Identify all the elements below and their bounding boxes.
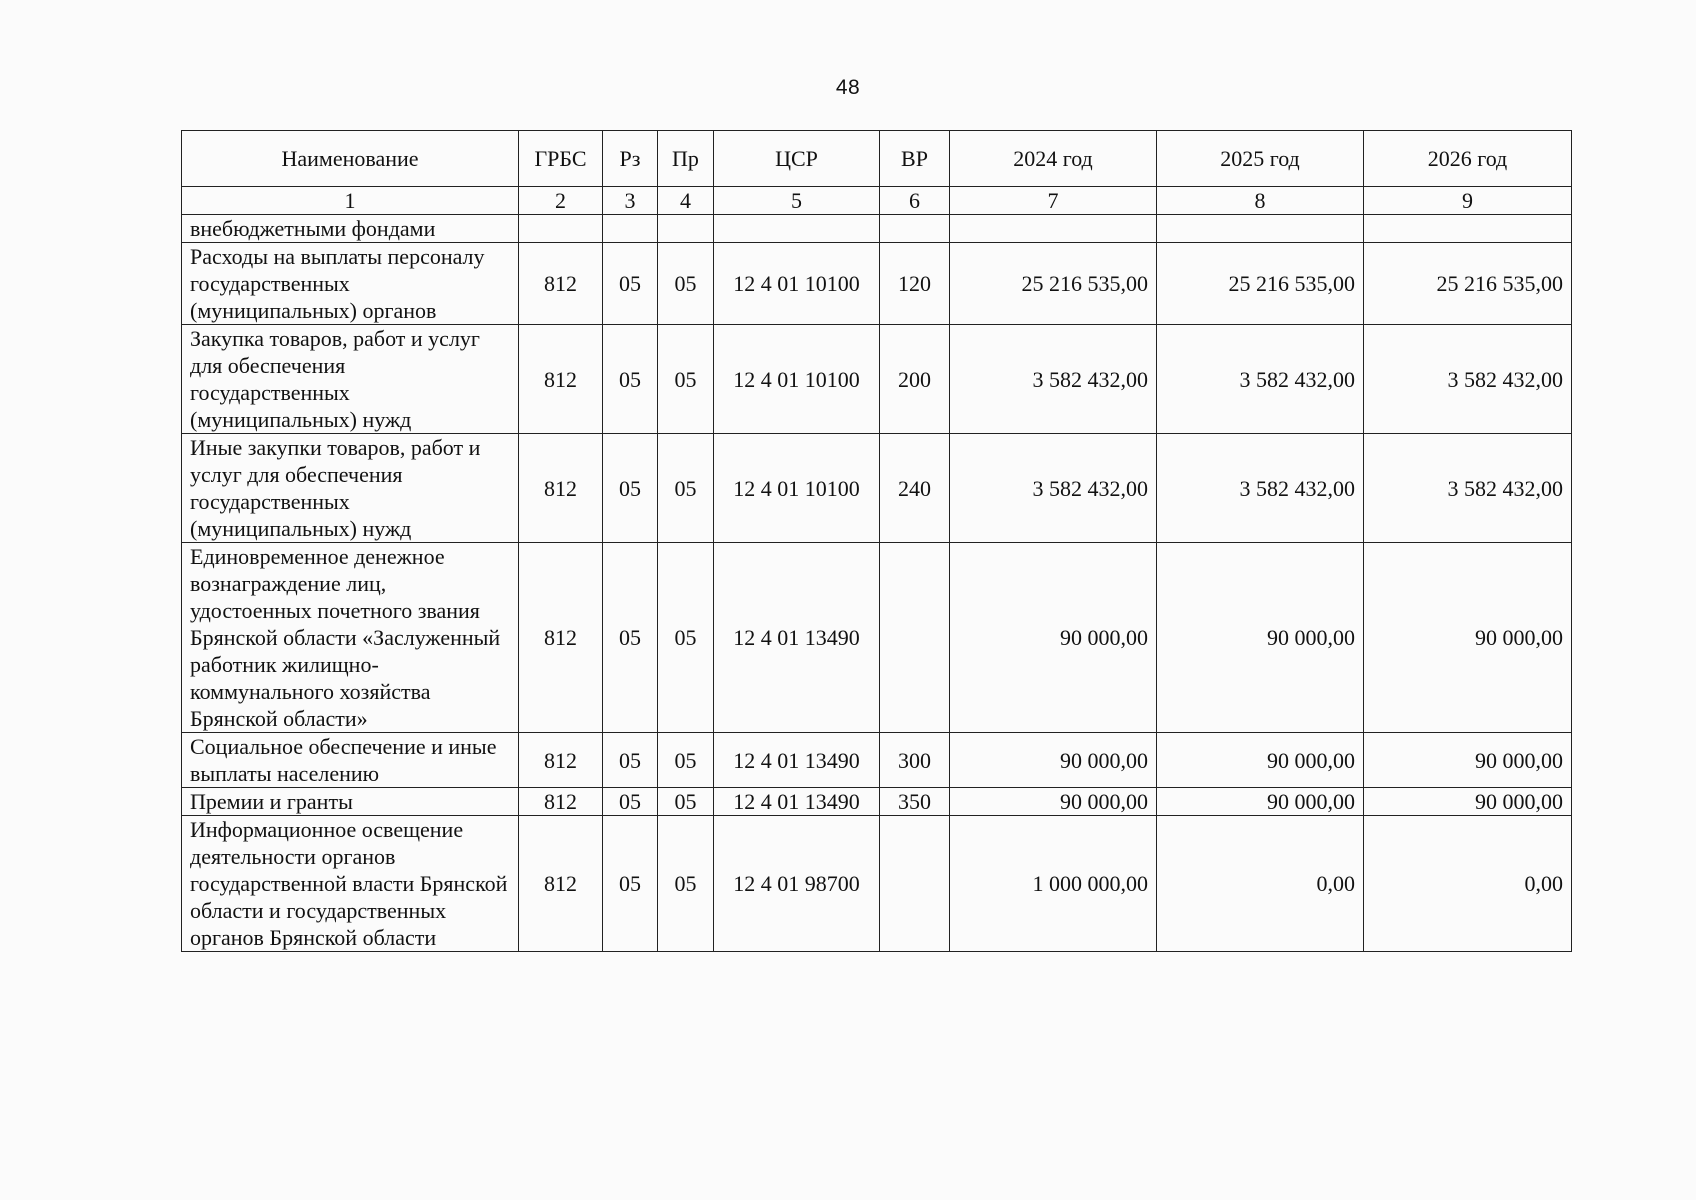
table-row — [182, 215, 1572, 243]
cell-2026 — [1364, 215, 1572, 243]
cell-rz: 05 — [603, 816, 658, 952]
cell-name: Премии и гранты — [182, 788, 519, 816]
cell-vr: 120 — [880, 243, 950, 325]
column-number: 3 — [603, 187, 658, 215]
table-row — [182, 543, 1572, 733]
cell-grbs: 812 — [519, 434, 603, 543]
cell-2024 — [950, 215, 1157, 243]
cell-2026: 90 000,00 — [1364, 733, 1572, 788]
table-row — [182, 434, 1572, 543]
cell-csr: 12 4 01 13490 — [714, 733, 880, 788]
cell-2025: 3 582 432,00 — [1157, 434, 1364, 543]
header-2024: 2024 год — [950, 131, 1157, 187]
header-name: Наименование — [182, 131, 519, 187]
header-2026: 2026 год — [1364, 131, 1572, 187]
page-number: 48 — [835, 76, 861, 99]
cell-rz: 05 — [603, 733, 658, 788]
cell-csr — [714, 215, 880, 243]
header-vr: ВР — [880, 131, 950, 187]
cell-grbs: 812 — [519, 733, 603, 788]
table-row — [182, 325, 1572, 434]
table-header-row — [182, 131, 1572, 187]
table-row — [182, 243, 1572, 325]
cell-2025 — [1157, 215, 1364, 243]
header-rz: Рз — [603, 131, 658, 187]
cell-name: Закупка товаров, работ и услуг для обеспечения государственных (муниципальных) нужд — [182, 325, 519, 434]
cell-2025: 90 000,00 — [1157, 543, 1364, 733]
cell-rz: 05 — [603, 543, 658, 733]
cell-pr: 05 — [658, 434, 714, 543]
budget-table — [181, 130, 1572, 952]
cell-2026: 25 216 535,00 — [1364, 243, 1572, 325]
cell-rz: 05 — [603, 243, 658, 325]
header-pr: Пр — [658, 131, 714, 187]
header-csr: ЦСР — [714, 131, 880, 187]
cell-grbs: 812 — [519, 816, 603, 952]
cell-vr — [880, 816, 950, 952]
cell-vr: 300 — [880, 733, 950, 788]
cell-2024: 90 000,00 — [950, 733, 1157, 788]
cell-grbs: 812 — [519, 543, 603, 733]
cell-rz — [603, 215, 658, 243]
cell-vr: 240 — [880, 434, 950, 543]
cell-2024: 1 000 000,00 — [950, 816, 1157, 952]
cell-name: Социальное обеспечение и иные выплаты населению — [182, 733, 519, 788]
column-number: 5 — [714, 187, 880, 215]
cell-vr — [880, 543, 950, 733]
cell-csr: 12 4 01 98700 — [714, 816, 880, 952]
cell-pr: 05 — [658, 733, 714, 788]
cell-vr: 350 — [880, 788, 950, 816]
column-number: 1 — [182, 187, 519, 215]
cell-csr: 12 4 01 10100 — [714, 434, 880, 543]
cell-grbs: 812 — [519, 325, 603, 434]
cell-2024: 25 216 535,00 — [950, 243, 1157, 325]
cell-2024: 90 000,00 — [950, 543, 1157, 733]
cell-csr: 12 4 01 13490 — [714, 543, 880, 733]
cell-name: внебюджетными фондами — [182, 215, 519, 243]
cell-2025: 3 582 432,00 — [1157, 325, 1364, 434]
cell-rz: 05 — [603, 788, 658, 816]
cell-pr: 05 — [658, 243, 714, 325]
table-row — [182, 733, 1572, 788]
cell-grbs: 812 — [519, 788, 603, 816]
table-row — [182, 816, 1572, 952]
header-grbs: ГРБС — [519, 131, 603, 187]
cell-name: Информационное освещение деятельности органов государственной власти Брянской области и государственных органов Брянской области — [182, 816, 519, 952]
column-number: 8 — [1157, 187, 1364, 215]
cell-csr: 12 4 01 10100 — [714, 243, 880, 325]
cell-pr: 05 — [658, 543, 714, 733]
column-number: 2 — [519, 187, 603, 215]
cell-2025: 90 000,00 — [1157, 788, 1364, 816]
cell-pr: 05 — [658, 788, 714, 816]
header-2025: 2025 год — [1157, 131, 1364, 187]
cell-vr — [880, 215, 950, 243]
cell-2025: 90 000,00 — [1157, 733, 1364, 788]
cell-2024: 3 582 432,00 — [950, 434, 1157, 543]
cell-csr: 12 4 01 10100 — [714, 325, 880, 434]
cell-grbs: 812 — [519, 243, 603, 325]
cell-2025: 0,00 — [1157, 816, 1364, 952]
cell-rz: 05 — [603, 434, 658, 543]
cell-grbs — [519, 215, 603, 243]
column-number: 6 — [880, 187, 950, 215]
cell-vr: 200 — [880, 325, 950, 434]
cell-pr — [658, 215, 714, 243]
cell-csr: 12 4 01 13490 — [714, 788, 880, 816]
cell-name: Иные закупки товаров, работ и услуг для обеспечения государственных (муниципальных) нужд — [182, 434, 519, 543]
cell-2026: 3 582 432,00 — [1364, 434, 1572, 543]
cell-pr: 05 — [658, 325, 714, 434]
cell-2024: 3 582 432,00 — [950, 325, 1157, 434]
cell-2026: 90 000,00 — [1364, 788, 1572, 816]
cell-name: Единовременное денежное вознаграждение лиц, удостоенных почетного звания Брянской области «Заслуженный работник жилищно-коммунального хозяйства Брянской области» — [182, 543, 519, 733]
cell-pr: 05 — [658, 816, 714, 952]
column-number: 9 — [1364, 187, 1572, 215]
cell-2024: 90 000,00 — [950, 788, 1157, 816]
cell-2026: 0,00 — [1364, 816, 1572, 952]
column-number: 7 — [950, 187, 1157, 215]
cell-2026: 90 000,00 — [1364, 543, 1572, 733]
cell-name: Расходы на выплаты персоналу государственных (муниципальных) органов — [182, 243, 519, 325]
column-number-row — [182, 187, 1572, 215]
cell-2026: 3 582 432,00 — [1364, 325, 1572, 434]
cell-rz: 05 — [603, 325, 658, 434]
cell-2025: 25 216 535,00 — [1157, 243, 1364, 325]
column-number: 4 — [658, 187, 714, 215]
table-row — [182, 788, 1572, 816]
